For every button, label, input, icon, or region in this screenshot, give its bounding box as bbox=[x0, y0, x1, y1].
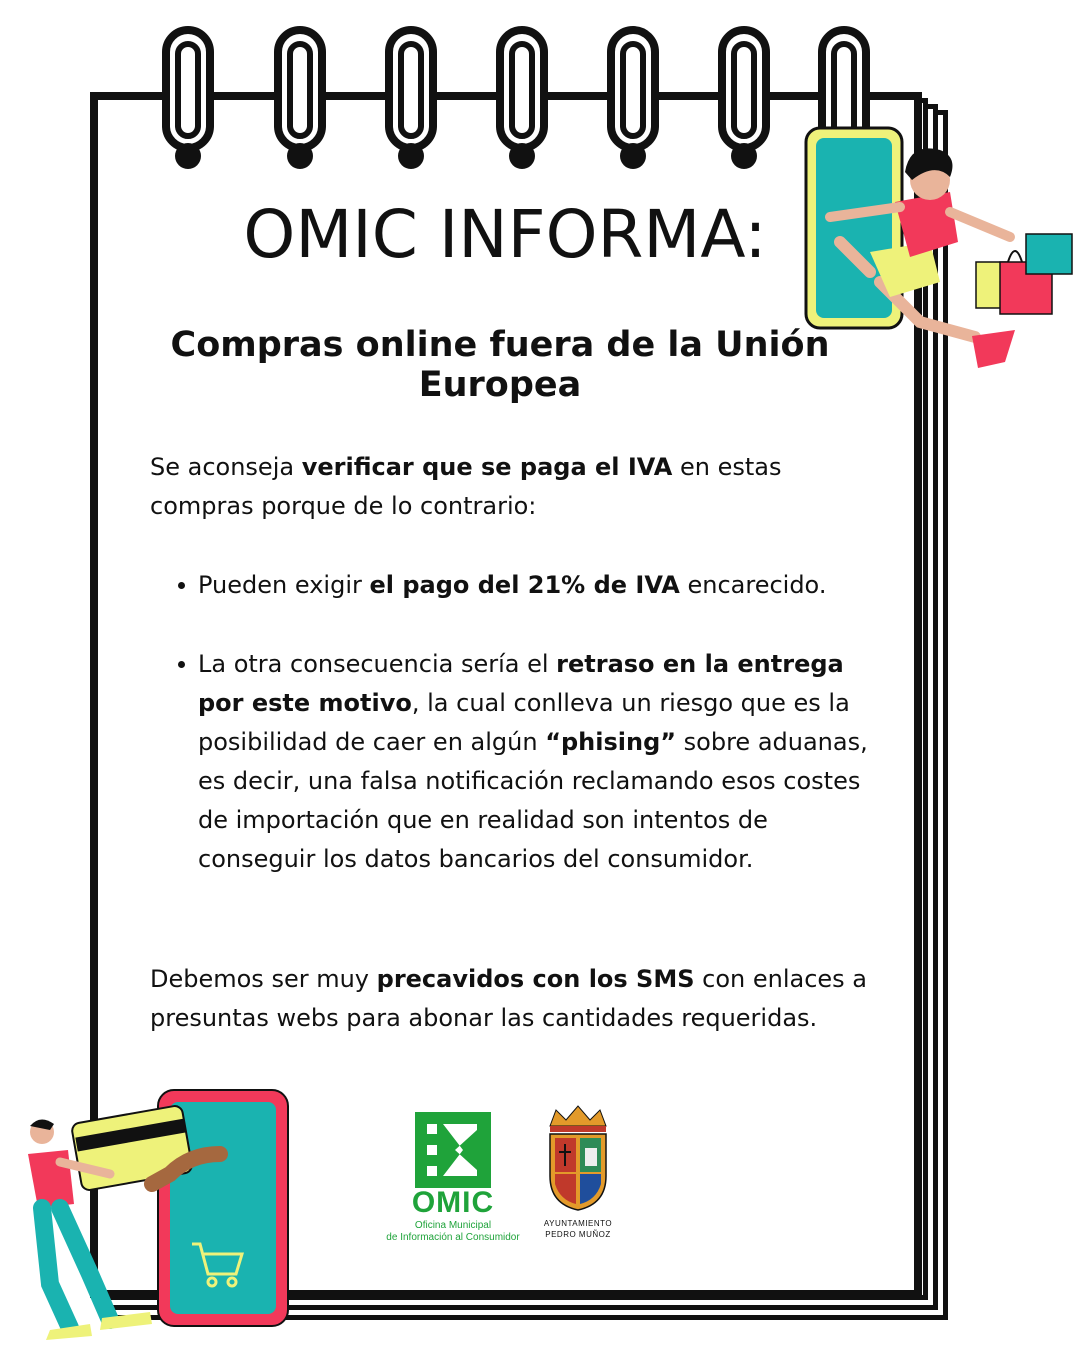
bullet-text: Pueden exigir bbox=[198, 571, 370, 599]
spiral-ring-icon bbox=[166, 30, 210, 169]
bullet-text: encarecido. bbox=[679, 571, 827, 599]
page-subtitle: Compras online fuera de la Unión Europea bbox=[170, 325, 830, 405]
bullet-bold: el pago del 21% de IVA bbox=[369, 571, 680, 599]
list-item bbox=[150, 566, 870, 605]
spiral-ring-icon bbox=[389, 30, 433, 169]
bullet-text: , la cual conlleva un riesgo que es la posibilidad de caer en algún bbox=[198, 689, 850, 756]
intro-paragraph bbox=[150, 448, 890, 526]
omic-subtitle-1: Oficina Municipal bbox=[414, 1220, 492, 1231]
bullet-bold: “phising” bbox=[545, 728, 677, 756]
card-phone-man-illustration bbox=[20, 1084, 300, 1350]
ayuntamiento-name: PEDRO MUÑOZ bbox=[545, 1230, 611, 1239]
omic-logo bbox=[384, 1112, 522, 1244]
coat-of-arms bbox=[542, 1104, 614, 1214]
closing-bold: precavidos con los SMS bbox=[376, 965, 695, 993]
bullet-bold: retraso en la entrega por este motivo bbox=[198, 650, 844, 717]
closing-text: Debemos ser muy bbox=[150, 965, 377, 993]
spiral-ring-icon bbox=[500, 30, 544, 169]
intro-bold: verificar que se paga el IVA bbox=[301, 453, 673, 481]
ayuntamiento-logo bbox=[530, 1104, 626, 1240]
ayuntamiento-label: AYUNTAMIENTO bbox=[543, 1219, 613, 1228]
spiral-ring-icon bbox=[611, 30, 655, 169]
intro-text: en estas compras porque de lo contrario: bbox=[150, 453, 782, 520]
bullet-list bbox=[150, 566, 870, 919]
page-title: OMIC INFORMA: bbox=[243, 196, 767, 273]
omic-subtitle-2: de Información al Consumidor bbox=[386, 1232, 520, 1243]
spiral-ring-icon bbox=[722, 30, 766, 169]
list-item bbox=[150, 645, 870, 879]
bullet-text: sobre aduanas, es decir, una falsa notificación reclamando esos costes de importación que en realidad son intentos de conseguir los datos bancarios del consumidor. bbox=[198, 728, 868, 873]
omic-name: OMIC bbox=[411, 1186, 495, 1219]
omic-logo-mark bbox=[415, 1112, 491, 1188]
closing-paragraph bbox=[150, 960, 890, 1038]
spiral-ring-icon bbox=[278, 30, 322, 169]
closing-text: con enlaces a presuntas webs para abonar las cantidades requeridas. bbox=[150, 965, 867, 1032]
bullet-text: La otra consecuencia sería el bbox=[198, 650, 557, 678]
intro-text: Se aconseja bbox=[150, 453, 302, 481]
